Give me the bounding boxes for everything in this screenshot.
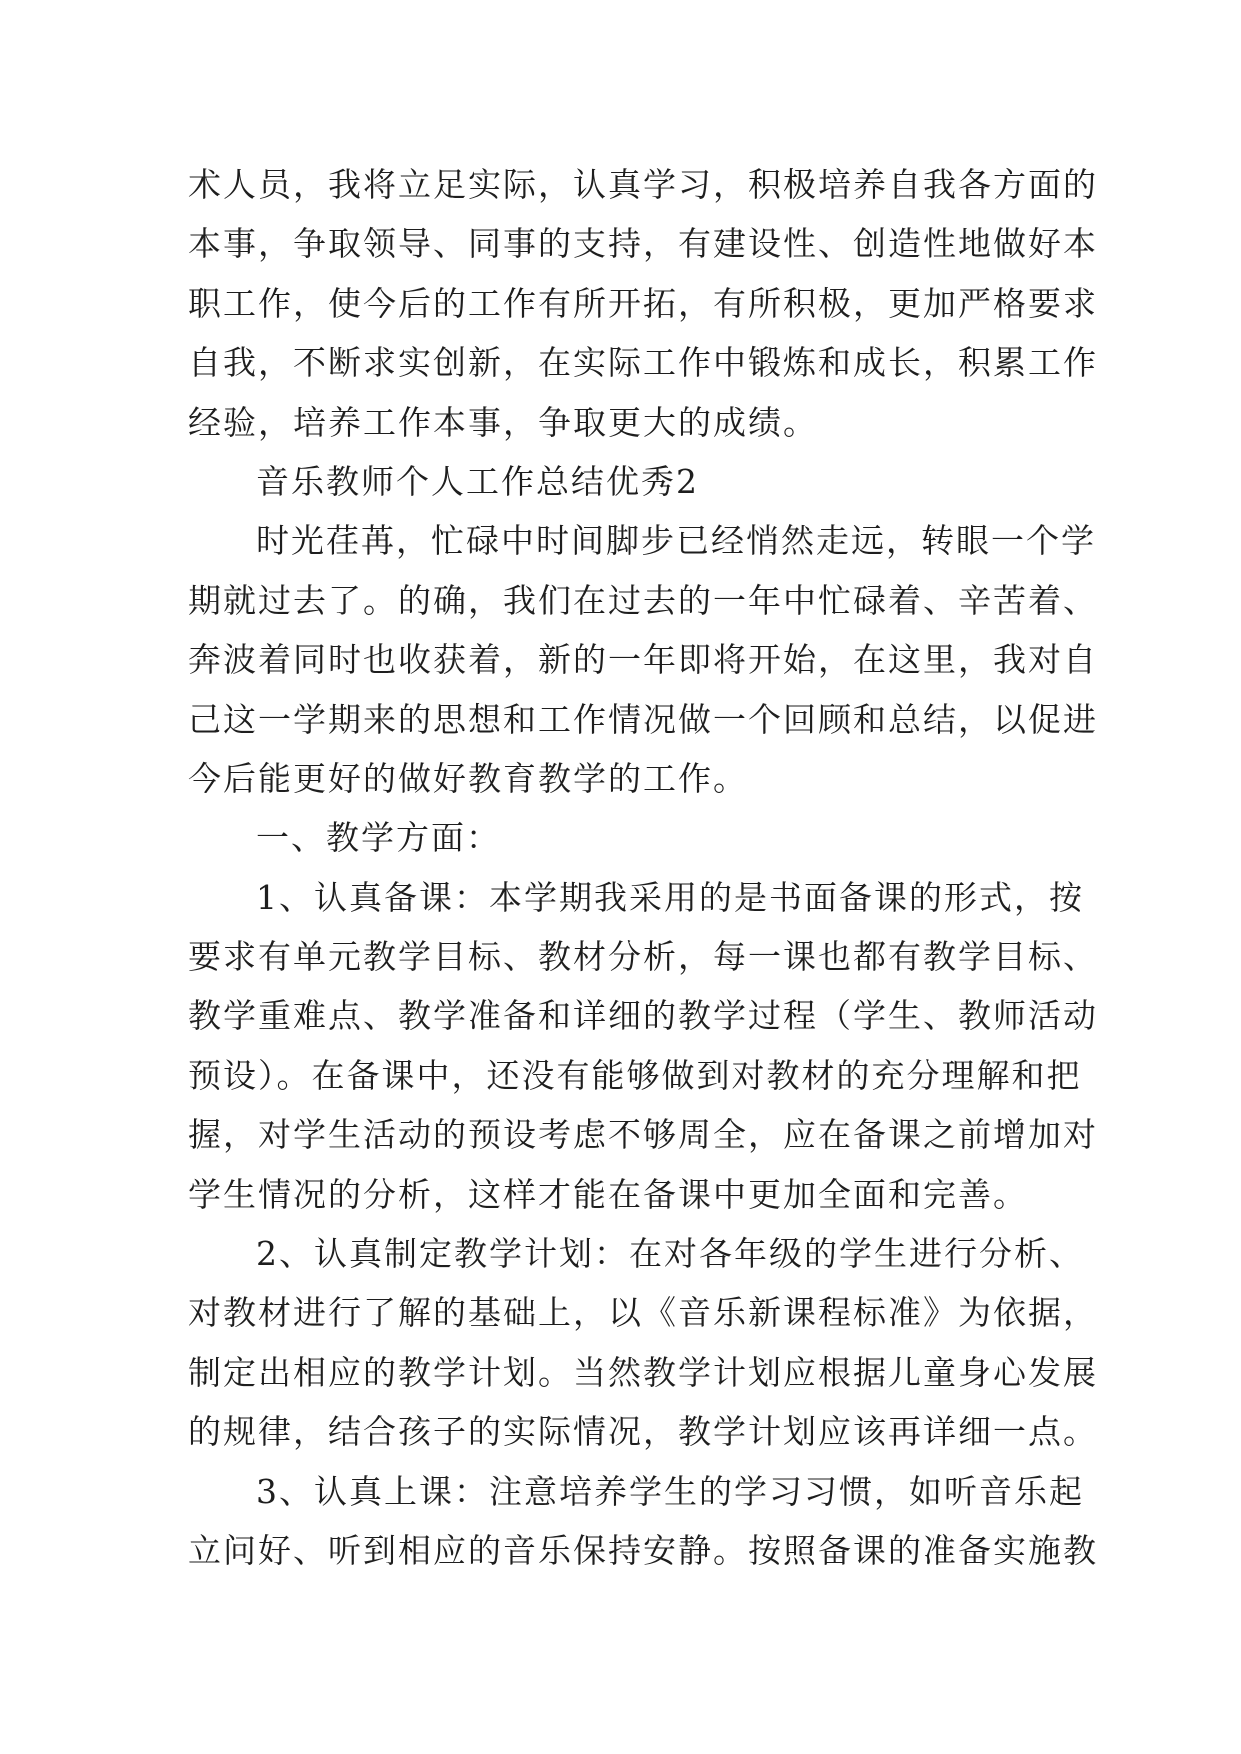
- body-line: 要求有单元教学目标、教材分析，每一课也都有教学目标、: [188, 937, 1098, 977]
- body-line: 今后能更好的做好教育教学的工作。: [188, 758, 748, 798]
- body-line: 己这一学期来的思想和工作情况做一个回顾和总结，以促进: [188, 699, 1098, 739]
- subsection-heading: 一、教学方面：: [256, 818, 501, 858]
- body-line: 术人员，我将立足实际，认真学习，积极培养自我各方面的: [188, 165, 1098, 204]
- body-line: 自我，不断求实创新，在实际工作中锻炼和成长，积累工作: [188, 343, 1098, 383]
- paragraph-first-line: 3、认真上课：注意培养学生的学习习惯，如听音乐起: [256, 1471, 1084, 1511]
- paragraph-first-line: 1、认真备课：本学期我采用的是书面备课的形式，按: [256, 877, 1084, 917]
- body-line: 制定出相应的教学计划。当然教学计划应根据儿童身心发展: [188, 1352, 1098, 1392]
- body-line: 握，对学生活动的预设考虑不够周全，应在备课之前增加对: [188, 1115, 1098, 1155]
- body-line: 本事，争取领导、同事的支持，有建设性、创造性地做好本: [188, 224, 1098, 264]
- body-line: 职工作，使今后的工作有所开拓，有所积极，更加严格要求: [188, 283, 1098, 323]
- body-line: 预设）。在备课中，还没有能够做到对教材的充分理解和把: [188, 1055, 1082, 1095]
- body-line: 对教材进行了解的基础上，以《音乐新课程标准》为依据，: [188, 1293, 1098, 1333]
- body-line: 立问好、听到相应的音乐保持安静。按照备课的准备实施教: [188, 1530, 1098, 1570]
- body-line: 教学重难点、教学准备和详细的教学过程（学生、教师活动: [188, 996, 1098, 1036]
- body-line: 奔波着同时也收获着，新的一年即将开始，在这里，我对自: [188, 640, 1098, 680]
- body-line: 期就过去了。的确，我们在过去的一年中忙碌着、辛苦着、: [188, 580, 1098, 620]
- section-heading: 音乐教师个人工作总结优秀2: [256, 461, 699, 501]
- body-line: 学生情况的分析，这样才能在备课中更加全面和完善。: [188, 1174, 1028, 1214]
- paragraph-first-line: 时光荏苒，忙碌中时间脚步已经悄然走远，转眼一个学: [256, 521, 1096, 561]
- body-line: 经验，培养工作本事，争取更大的成绩。: [188, 402, 818, 442]
- paragraph-first-line: 2、认真制定教学计划：在对各年级的学生进行分析、: [256, 1234, 1084, 1274]
- document-body: [188, 155, 1098, 1580]
- body-line: 的规律，结合孩子的实际情况，教学计划应该再详细一点。: [188, 1412, 1098, 1452]
